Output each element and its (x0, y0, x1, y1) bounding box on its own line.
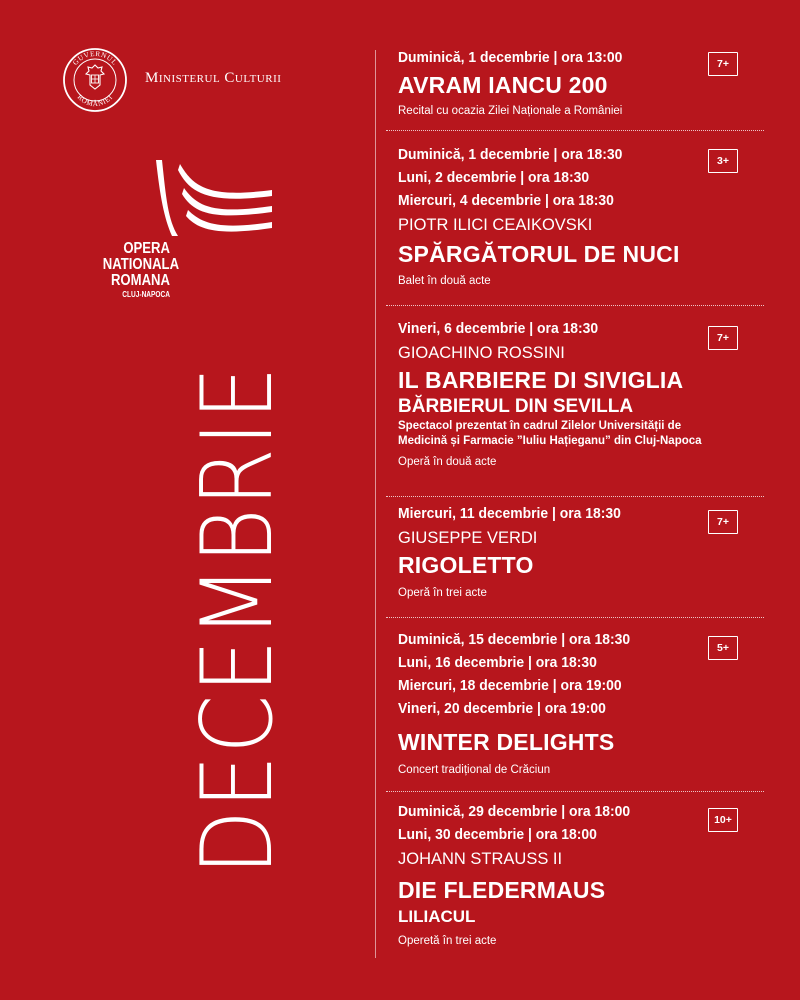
opera-logo-icon (150, 158, 274, 238)
event-date: Miercuri, 11 decembrie | ora 18:30 (398, 506, 621, 522)
event-date: Duminică, 1 decembrie | ora 13:00 (398, 50, 623, 66)
event-date: Duminică, 15 decembrie | ora 18:30 (398, 632, 631, 648)
event-separator (386, 305, 764, 306)
event-note: Spectacol prezentat în cadrul Zilelor Universității de (398, 420, 682, 432)
event-separator (386, 496, 764, 497)
event-date: Luni, 16 decembrie | ora 18:30 (398, 655, 597, 671)
event-title: WINTER DELIGHTS (398, 729, 615, 755)
event-composer: GIUSEPPE VERDI (398, 529, 538, 547)
event-date: Vineri, 20 decembrie | ora 19:00 (398, 701, 606, 717)
event-composer: PIOTR ILICI CEAIKOVSKI (398, 216, 593, 234)
government-seal-icon (62, 47, 128, 113)
event-title: DIE FLEDERMAUS (398, 877, 606, 903)
age-badge: 5+ (708, 636, 738, 660)
event-date: Vineri, 6 decembrie | ora 18:30 (398, 321, 599, 337)
event-note: Medicină și Farmacie ”Iuliu Hațieganu” din Cluj-Napoca (398, 435, 702, 447)
event-separator (386, 791, 764, 792)
event-description: Operă în două acte (398, 456, 497, 468)
event-composer: GIOACHINO ROSSINI (398, 344, 565, 362)
seal-bottom-text: ROMÂNIEI (75, 93, 115, 109)
event-date: Luni, 2 decembrie | ora 18:30 (398, 170, 590, 186)
month-title (181, 323, 295, 916)
event-subtitle: BĂRBIERUL DIN SEVILLA (398, 396, 634, 417)
event-date: Luni, 30 decembrie | ora 18:00 (398, 827, 597, 843)
event-description: Operetă în trei acte (398, 935, 497, 947)
month-title-text: DECEMBRIE (181, 364, 295, 876)
event-description: Recital cu ocazia Zilei Naționale a României (398, 105, 623, 117)
event-separator (386, 617, 764, 618)
opera-line-3: ROMANA (110, 272, 170, 289)
opera-line-2: NATIONALA (102, 256, 180, 273)
seal-top-text: GUVERNUL (71, 49, 119, 67)
event-description: Operă în trei acte (398, 587, 487, 599)
opera-line-1: OPERA (123, 240, 170, 257)
age-badge: 7+ (708, 52, 738, 76)
event-title: RIGOLETTO (398, 552, 534, 578)
event-description: Balet în două acte (398, 275, 491, 287)
age-badge: 3+ (708, 149, 738, 173)
event-title: AVRAM IANCU 200 (398, 72, 608, 98)
event-subtitle: LILIACUL (398, 907, 476, 926)
event-separator (386, 130, 764, 131)
event-date: Miercuri, 18 decembrie | ora 19:00 (398, 678, 622, 694)
age-badge: 7+ (708, 510, 738, 534)
event-date: Miercuri, 4 decembrie | ora 18:30 (398, 193, 614, 209)
event-title: SPĂRGĂTORUL DE NUCI (398, 241, 680, 267)
svg-text:ROMÂNIEI (76, 93, 115, 108)
ministry-name: Ministerul Culturii (145, 70, 282, 86)
opera-city: CLUJ-NAPOCA (122, 290, 170, 299)
event-composer: JOHANN STRAUSS II (398, 850, 563, 868)
age-badge: 10+ (708, 808, 738, 832)
event-date: Duminică, 29 decembrie | ora 18:00 (398, 804, 631, 820)
column-divider (375, 50, 376, 958)
event-date: Duminică, 1 decembrie | ora 18:30 (398, 147, 623, 163)
event-description: Concert tradițional de Crăciun (398, 764, 551, 776)
opera-logo-text (102, 240, 180, 299)
age-badge: 7+ (708, 326, 738, 350)
event-title: IL BARBIERE DI SIVIGLIA (398, 367, 684, 393)
